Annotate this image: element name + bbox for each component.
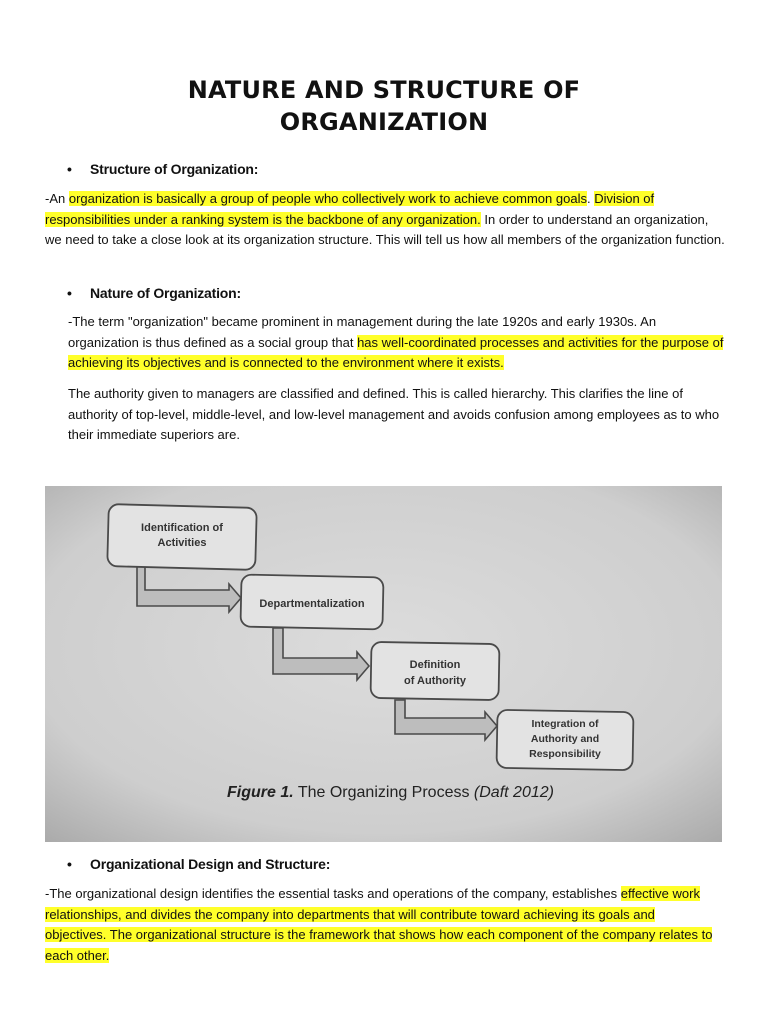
highlighted-text: effective work relationships, and divides the company into departments that will contribute toward achieving its goals and objectives. The organizational structure is the framework that shows how each component of the company relates to each other. (45, 886, 713, 963)
svg-text:Definition: Definition (409, 659, 461, 671)
process-box-2 (240, 575, 383, 630)
text-run: In order to understand an organization, we need to take a close look at its organization structure. This will tell us how all members of the organization function. (45, 211, 725, 247)
text-run: -The term "organization" became prominent in management during the late 1920s and early 1930s. An organization is thus defined as a social group that (68, 314, 657, 350)
svg-text:Activities: Activities (157, 537, 207, 549)
paragraph-nature-2: The authority given to managers are classified and defined. This is called hierarchy. This clarifies the line of authority of top-level, middle-level, and low-level management and avoids confusion among employees as to who their immediate superiors are. (68, 386, 720, 442)
paragraph-structure (45, 189, 725, 251)
highlighted-text: Division of responsibilities under a ranking system is the backbone of any organization. (45, 191, 655, 227)
title-line-2: ORGANIZATION (279, 108, 489, 136)
svg-text:of Authority: of Authority (404, 675, 466, 687)
svg-text:Responsibility: Responsibility (529, 748, 601, 760)
paragraph-nature-1 (68, 312, 726, 374)
figure-organizing-process (45, 486, 722, 842)
process-box-1 (107, 504, 257, 570)
text-run: -The organizational design identifies the essential tasks and operations of the company, establishes (45, 886, 621, 901)
text-run: . (586, 191, 595, 206)
svg-text:Departmentalization: Departmentalization (259, 598, 365, 610)
text-run: -An (45, 191, 69, 206)
title-line-1: NATURE AND STRUCTURE OF (187, 76, 581, 104)
heading-text: Organizational Design and Structure: (90, 856, 331, 872)
highlighted-text: has well-coordinated processes and activities for the purpose of achieving its objectives and is connected to the environment where it exists. (68, 334, 724, 370)
document-title (0, 74, 768, 138)
bullet-icon: • (67, 856, 72, 872)
svg-text:Authority and: Authority and (530, 733, 600, 745)
heading-text: Structure of Organization: (90, 161, 259, 177)
bullet-icon: • (67, 285, 72, 301)
figure-caption: Figure 1. The Organizing Process (Daft 2012) (227, 784, 554, 801)
paragraph-design (45, 884, 713, 966)
bullet-icon: • (67, 161, 72, 177)
process-box-3 (371, 642, 500, 700)
heading-text: Nature of Organization: (90, 285, 241, 301)
svg-text:Identification of: Identification of (141, 522, 223, 534)
process-box-4 (497, 710, 634, 770)
svg-text:Integration of: Integration of (531, 718, 599, 730)
highlighted-text: organization is basically a group of people who collectively work to achieve common goals (68, 191, 587, 206)
figure-diagram (45, 486, 722, 842)
